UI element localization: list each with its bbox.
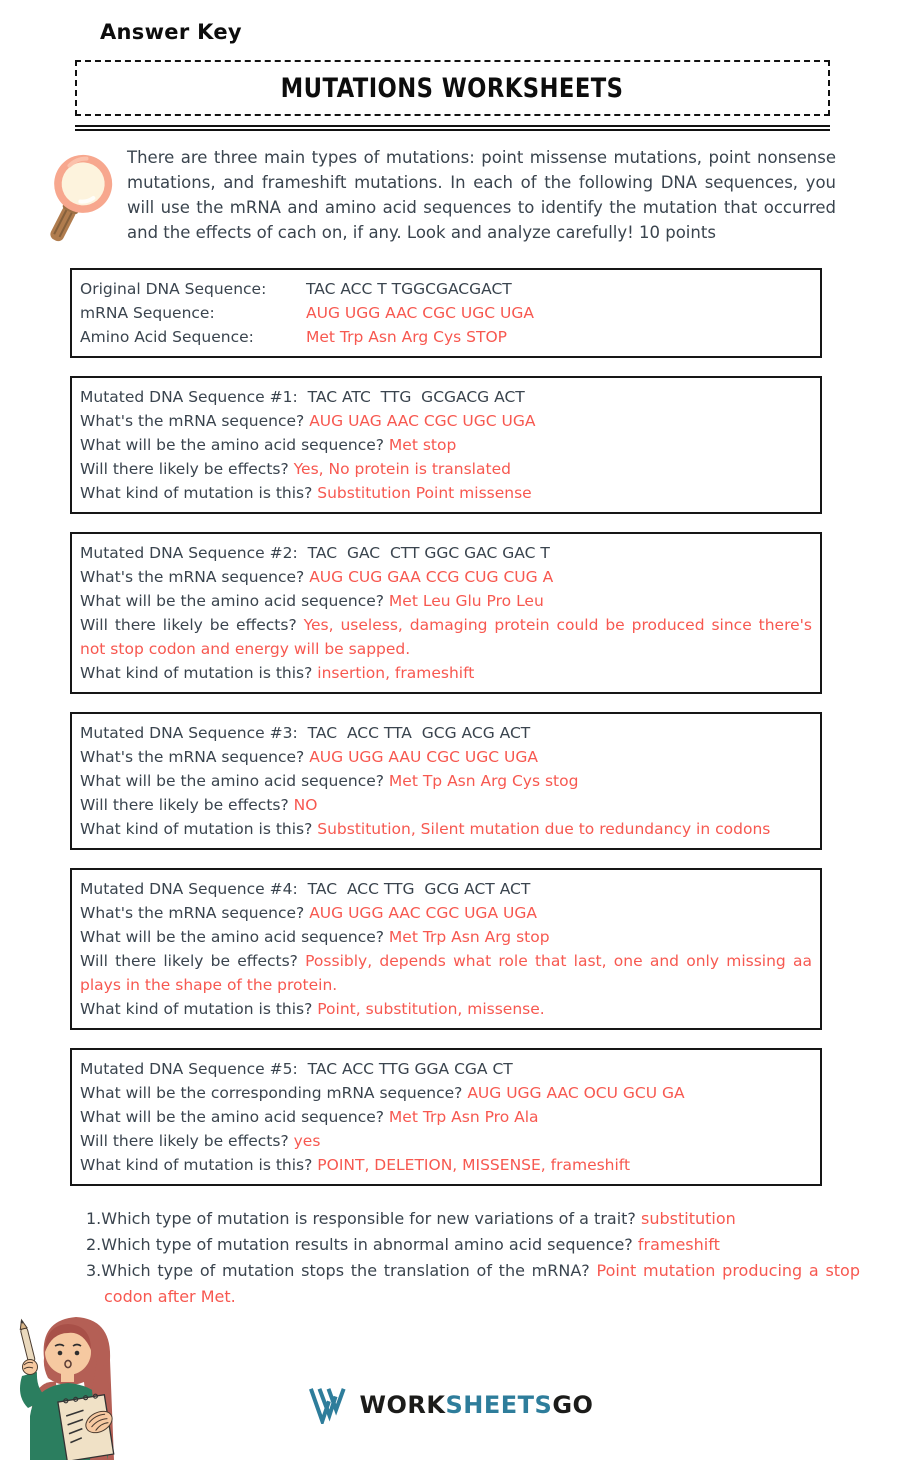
qa-line bbox=[80, 589, 812, 613]
question-label: What will be the corresponding mRNA sequence? bbox=[80, 1084, 468, 1102]
mutation-box-3 bbox=[70, 712, 822, 850]
qa-line bbox=[80, 457, 812, 481]
qa-line bbox=[80, 997, 812, 1021]
answer-text: frameshift bbox=[637, 1235, 720, 1254]
mrna-row bbox=[80, 301, 812, 325]
box-heading bbox=[80, 541, 812, 565]
intro-text: There are three main types of mutations: point missense mutations, point nonsense mutations, and frameshift mutations. In each of the following DNA sequences, you will use the mRNA and amino acid sequences to identify the mutation that occurred and the effects of cach on, if any. Look and analyze carefully! 10 points bbox=[127, 148, 836, 242]
original-dna-label: Original DNA Sequence: bbox=[80, 280, 267, 298]
qa-line bbox=[80, 925, 812, 949]
question-text: Which type of mutation is responsible for new variations of a trait? bbox=[101, 1209, 642, 1228]
logo-go: GO bbox=[552, 1391, 594, 1419]
worksheet-title-box bbox=[75, 60, 830, 116]
question-label: What's the mRNA sequence? bbox=[80, 568, 310, 586]
question-number: 2. bbox=[86, 1235, 102, 1254]
question-number: 1. bbox=[86, 1209, 102, 1228]
answer-text: Yes, useless, damaging protein could be produced since there's not stop codon and energy will be sapped. bbox=[80, 616, 812, 658]
answer-text: AUG UGG AAU CGC UGC UGA bbox=[309, 748, 538, 766]
question-label: Will there likely be effects? bbox=[80, 1132, 294, 1150]
qa-line bbox=[80, 409, 812, 433]
question-label: What's the mRNA sequence? bbox=[80, 904, 310, 922]
answer-text: AUG CUG GAA CCG CUG CUG A bbox=[309, 568, 554, 586]
qa-line bbox=[80, 565, 812, 589]
question-label: What kind of mutation is this? bbox=[80, 820, 318, 838]
answer-text: Point mutation producing a stop codon after Met. bbox=[104, 1261, 861, 1306]
amino-acid-label: Amino Acid Sequence: bbox=[80, 328, 254, 346]
answer-text: insertion, frameshift bbox=[317, 664, 475, 682]
dna-sequence: TAC ACC TTA GCG ACG ACT bbox=[307, 724, 531, 742]
qa-line bbox=[80, 817, 812, 841]
box-heading bbox=[80, 1057, 812, 1081]
logo-wordmark bbox=[360, 1391, 594, 1419]
dna-sequence: TAC GAC CTT GGC GAC GAC T bbox=[307, 544, 550, 562]
box-heading bbox=[80, 385, 812, 409]
intro-section bbox=[42, 145, 836, 247]
answer-text: Met stop bbox=[388, 436, 457, 454]
answer-text: Met Trp Asn Pro Ala bbox=[388, 1108, 539, 1126]
mutation-box-1 bbox=[70, 376, 822, 514]
mutation-label: Mutated DNA Sequence #2: bbox=[80, 544, 298, 562]
logo-work: WORK bbox=[359, 1391, 446, 1419]
question-2 bbox=[86, 1232, 860, 1258]
mutation-box-5 bbox=[70, 1048, 822, 1186]
original-dna-value: TAC ACC T TGGCGACGACT bbox=[306, 280, 512, 298]
qa-line bbox=[80, 433, 812, 457]
question-text: Which type of mutation stops the translation of the mRNA? bbox=[101, 1261, 597, 1280]
answer-text: Possibly, depends what role that last, one and only missing aa plays in the shape of the protein. bbox=[80, 952, 812, 994]
answer-text: Met Trp Asn Arg stop bbox=[388, 928, 550, 946]
mutation-label: Mutated DNA Sequence #1: bbox=[80, 388, 298, 406]
question-label: What's the mRNA sequence? bbox=[80, 748, 310, 766]
question-label: What kind of mutation is this? bbox=[80, 1156, 318, 1174]
qa-line bbox=[80, 949, 812, 997]
answer-text: Met Tp Asn Arg Cys stog bbox=[388, 772, 579, 790]
question-label: What will be the amino acid sequence? bbox=[80, 1108, 389, 1126]
qa-line bbox=[80, 1081, 812, 1105]
question-label: What kind of mutation is this? bbox=[80, 484, 318, 502]
answer-text: POINT, DELETION, MISSENSE, frameshift bbox=[317, 1156, 631, 1174]
amino-acid-value: Met Trp Asn Arg Cys STOP bbox=[306, 328, 507, 346]
box-heading bbox=[80, 721, 812, 745]
question-number: 3. bbox=[86, 1261, 102, 1280]
mutation-box-2 bbox=[70, 532, 822, 694]
answer-text: AUG UAG AAC CGC UGC UGA bbox=[309, 412, 536, 430]
question-3 bbox=[86, 1258, 860, 1310]
qa-line bbox=[80, 1105, 812, 1129]
question-text: Which type of mutation results in abnormal amino acid sequence? bbox=[101, 1235, 638, 1254]
answer-text: substitution bbox=[641, 1209, 736, 1228]
question-1 bbox=[86, 1206, 860, 1232]
magnifying-glass-icon bbox=[42, 145, 118, 247]
question-label: What will be the amino acid sequence? bbox=[80, 592, 389, 610]
qa-line bbox=[80, 901, 812, 925]
qa-line bbox=[80, 1129, 812, 1153]
answer-text: Met Leu Glu Pro Leu bbox=[388, 592, 544, 610]
original-dna-row bbox=[80, 277, 812, 301]
answer-text: NO bbox=[293, 796, 318, 814]
question-label: What will be the amino acid sequence? bbox=[80, 436, 389, 454]
question-label: Will there likely be effects? bbox=[80, 796, 294, 814]
title-divider bbox=[75, 125, 830, 131]
page-title: MUTATIONS WORKSHEETS bbox=[281, 73, 624, 104]
question-label: What will be the amino acid sequence? bbox=[80, 928, 389, 946]
review-questions bbox=[86, 1206, 860, 1310]
answer-text: Yes, No protein is translated bbox=[293, 460, 511, 478]
dna-sequence: TAC ACC TTG GGA CGA CT bbox=[307, 1060, 513, 1078]
answer-text: AUG UGG AAC CGC UGA UGA bbox=[309, 904, 537, 922]
mrna-label: mRNA Sequence: bbox=[80, 304, 215, 322]
qa-line bbox=[80, 613, 812, 661]
logo-sheets: SHEETS bbox=[445, 1391, 553, 1419]
answer-text: yes bbox=[293, 1132, 321, 1150]
answer-text: Substitution, Silent mutation due to redundancy in codons bbox=[317, 820, 771, 838]
answer-text: Substitution Point missense bbox=[317, 484, 532, 502]
mutation-box-4 bbox=[70, 868, 822, 1030]
qa-line bbox=[80, 481, 812, 505]
mutation-label: Mutated DNA Sequence #5: bbox=[80, 1060, 298, 1078]
question-label: What kind of mutation is this? bbox=[80, 664, 318, 682]
qa-line bbox=[80, 661, 812, 685]
question-label: What will be the amino acid sequence? bbox=[80, 772, 389, 790]
question-label: What kind of mutation is this? bbox=[80, 1000, 318, 1018]
box-heading bbox=[80, 877, 812, 901]
qa-line bbox=[80, 793, 812, 817]
original-sequence-box bbox=[70, 268, 822, 358]
answer-text: Point, substitution, missense. bbox=[317, 1000, 545, 1018]
answer-text: AUG UGG AAC OCU GCU GA bbox=[467, 1084, 685, 1102]
mutation-label: Mutated DNA Sequence #3: bbox=[80, 724, 298, 742]
qa-line bbox=[80, 769, 812, 793]
amino-acid-row bbox=[80, 325, 812, 349]
mrna-value: AUG UGG AAC CGC UGC UGA bbox=[306, 304, 534, 322]
thinking-girl-illustration bbox=[2, 1310, 144, 1460]
worksheetsgo-w-icon bbox=[307, 1386, 349, 1424]
dna-sequence: TAC ACC TTG GCG ACT ACT bbox=[307, 880, 531, 898]
question-label: What's the mRNA sequence? bbox=[80, 412, 310, 430]
question-label: Will there likely be effects? bbox=[80, 616, 304, 634]
question-label: Will there likely be effects? bbox=[80, 952, 306, 970]
qa-line bbox=[80, 745, 812, 769]
question-label: Will there likely be effects? bbox=[80, 460, 294, 478]
dna-sequence: TAC ATC TTG GCGACG ACT bbox=[307, 388, 525, 406]
qa-line bbox=[80, 1153, 812, 1177]
answer-key-heading: Answer Key bbox=[100, 20, 242, 44]
mutation-label: Mutated DNA Sequence #4: bbox=[80, 880, 298, 898]
